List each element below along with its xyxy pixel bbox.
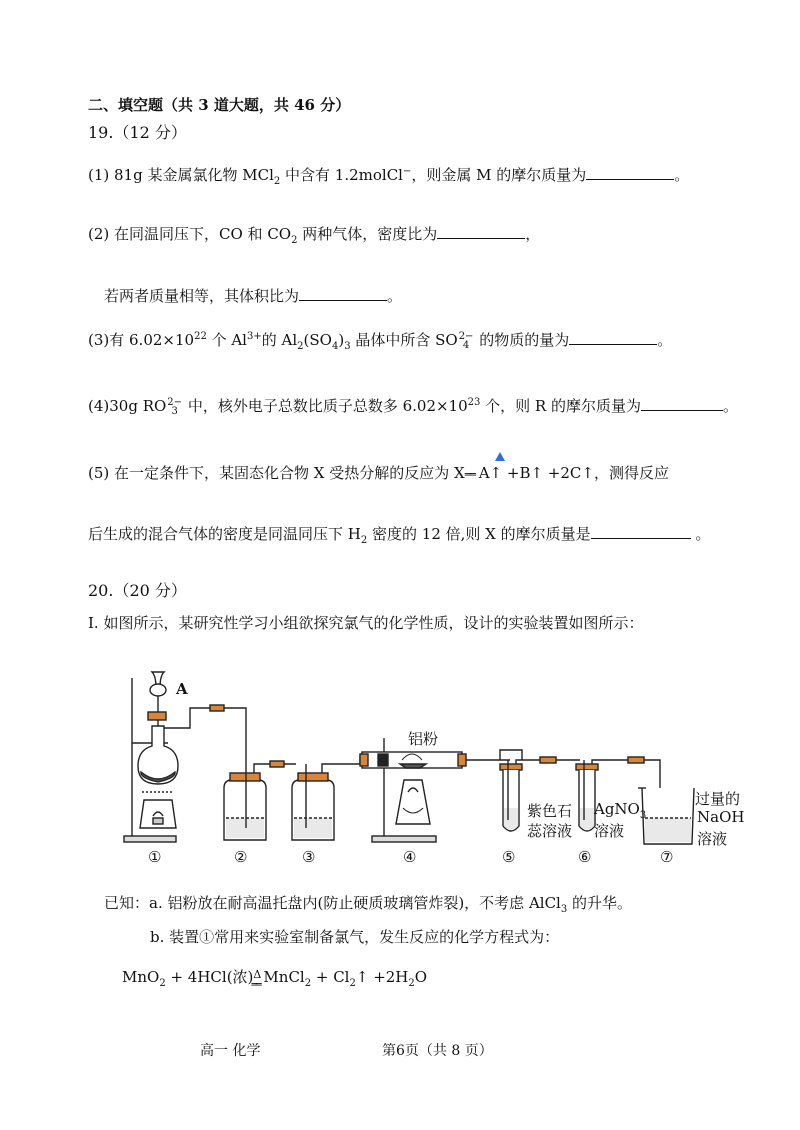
footer-subject: 高一 化学 [200,1043,261,1059]
apparatus-2-wash-bottle [224,761,296,840]
question-20-number: 20.（20 分） [88,581,187,600]
q19-part-1: (1) 81g 某金属氯化物 MCl$_2$ 中含有 1.2molCl−，则金属 M 的摩尔质量为 。 [88,166,690,187]
known-b: b. 装置①常用来实验室制备氯气，发生反应的化学方程式为： [150,928,560,946]
figure-label-agno3-solution: 溶液 [594,822,625,840]
known-a: 已知：a. 铝粉放在耐高温托盘内(防止硬质玻璃管炸裂)，不考虑 AlCl$_3$ 的升华。 [104,894,633,915]
footer-page-number: 第6页（共 8 页） [382,1043,493,1059]
figure-label-litmus-2: 蕊溶液 [527,822,573,840]
figure-number-5: ⑤ [502,848,516,866]
q19-part-2: (2) 在同温同压下，CO 和 $CO_2$ 两种气体，密度比为 ， [88,225,541,246]
answer-blank [299,286,387,301]
figure-label-naoh: NaOH [697,808,745,826]
figure-label-aluminium: 铝粉 [408,730,439,748]
question-19-number: 19.（12 分） [88,123,187,142]
figure-label-a: A [176,680,188,698]
q19-part-4: (4)30g RO2− 3 中，核外电子总数比质子总数多 $6.02\times 10^{23}$ 个，则 R 的摩尔质量为 。 [88,397,738,417]
answer-blank [591,524,691,539]
figure-label-naoh-solution: 溶液 [697,830,728,848]
q19-part-2-cont: 若两者质量相等，其体积比为 。 [104,287,403,305]
figure-number-6: ⑥ [578,848,592,866]
apparatus-7-naoh-beaker [638,788,694,844]
figure-label-excess: 过量的 [695,790,741,808]
apparatus-diagram [120,668,740,878]
answer-blank [586,165,674,180]
q19-part-5: (5) 在一定条件下，某固态化合物 X 受热分解的反应为 X══ A↑ +B↑ +2C↑，测得反应 [88,464,669,482]
heat-symbol: Δ [253,968,262,981]
figure-number-2: ② [234,848,248,866]
chemical-equation: MnO$_2$ + 4HCl(浓) Δ ══ MnCl$_2$ + $Cl_2↑ +2H_2O$ [122,968,428,991]
figure-number-7: ⑦ [660,848,674,866]
q20-intro: I. 如图所示，某研究性学习小组欲探究氯气的化学性质，设计的实验装置如图所示： [88,614,644,632]
figure-label-agno3: AgNO$_3$ [594,800,647,821]
figure-number-1: ① [148,848,162,866]
figure-number-4: ④ [403,848,417,866]
answer-blank [641,396,723,411]
answer-blank [437,224,525,239]
answer-blank [569,330,657,345]
section-title: 二、填空题（共 3 道大题，共 46 分） [88,96,351,114]
apparatus-4-reaction-tube [360,738,510,842]
figure-label-litmus-1: 紫色石 [527,802,573,820]
q19-part-5-cont: 后生成的混合气体的密度是同温同压下 $H_2$ 密度的 12 倍,则 X 的摩尔质量是 。 [88,525,711,546]
q19-part-3: (3)有 $6.02\times 10^{22}$ 个 $Al^{3+}$的 $Al_2(SO_4)_3$ 晶体中所含 SO2− 4 的物质的量为 。 [88,331,673,352]
heat-triangle-icon [495,452,505,461]
figure-number-3: ③ [302,848,316,866]
